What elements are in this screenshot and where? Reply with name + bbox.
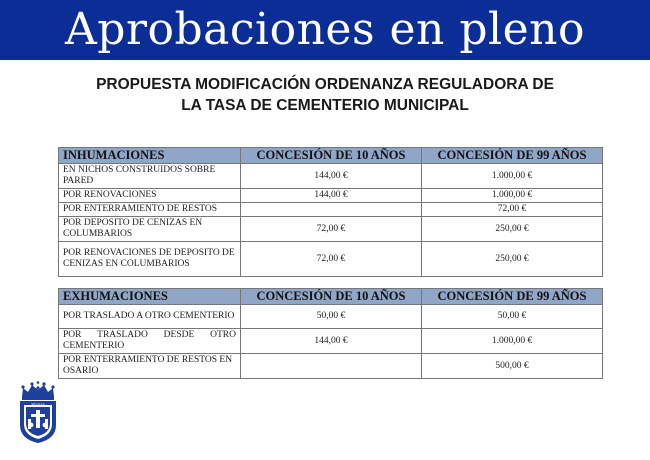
header-concept: INHUMACIONES — [59, 148, 241, 164]
row-concept: POR ENTERRAMIENTO DE RESTOS EN OSARIO — [59, 354, 241, 379]
banner-title: Aprobaciones en pleno — [65, 4, 585, 55]
header-concession-10: CONCESIÓN DE 10 AÑOS — [241, 148, 422, 164]
row-fee-10: 144,00 € — [241, 189, 422, 203]
row-concept: EN NICHOS CONSTRUIDOS SOBRE PARED — [59, 164, 241, 189]
table-header-row — [59, 289, 603, 305]
row-concept: POR RENOVACIONES — [59, 189, 241, 203]
inhumaciones-table — [58, 147, 603, 277]
row-fee-10 — [241, 354, 422, 379]
row-fee-99: 50,00 € — [422, 305, 603, 329]
row-fee-10: 50,00 € — [241, 305, 422, 329]
table-row — [59, 189, 603, 203]
header-concession-10: CONCESIÓN DE 10 AÑOS — [241, 289, 422, 305]
row-fee-10 — [241, 203, 422, 217]
table-header-row — [59, 148, 603, 164]
row-fee-10: 144,00 € — [241, 329, 422, 354]
row-fee-99: 500,00 € — [422, 354, 603, 379]
row-concept: POR TRASLADO A OTRO CEMENTERIO — [59, 305, 241, 329]
exhumaciones-table — [58, 288, 603, 379]
table-row — [59, 305, 603, 329]
table-row — [59, 203, 603, 217]
row-fee-99: 1.000,00 € — [422, 189, 603, 203]
table-row — [59, 329, 603, 354]
title-banner — [0, 0, 650, 60]
row-concept: POR RENOVACIONES DE DEPOSITO DE CENIZAS EN COLUMBARIOS — [59, 242, 241, 277]
header-concept: EXHUMACIONES — [59, 289, 241, 305]
row-fee-99: 250,00 € — [422, 242, 603, 277]
seville-coat-of-arms-logo — [17, 381, 59, 445]
row-fee-10: 144,00 € — [241, 164, 422, 189]
row-fee-10: 72,00 € — [241, 242, 422, 277]
row-concept: POR TRASLADO DESDE OTRO CEMENTERIO — [59, 329, 241, 354]
table-row — [59, 354, 603, 379]
coat-of-arms-icon — [17, 381, 59, 445]
row-fee-10: 72,00 € — [241, 217, 422, 242]
row-fee-99: 1.000,00 € — [422, 329, 603, 354]
ordinance-subtitle — [0, 74, 650, 116]
table-row — [59, 164, 603, 189]
row-fee-99: 250,00 € — [422, 217, 603, 242]
row-concept: POR DEPOSITO DE CENIZAS EN COLUMBARIOS — [59, 217, 241, 242]
row-fee-99: 72,00 € — [422, 203, 603, 217]
table-row — [59, 242, 603, 277]
logo-label: SEVILLA — [31, 402, 45, 406]
subtitle-line-2: LA TASA DE CEMENTERIO MUNICIPAL — [181, 97, 469, 114]
header-concession-99: CONCESIÓN DE 99 AÑOS — [422, 289, 603, 305]
subtitle-line-1: PROPUESTA MODIFICACIÓN ORDENANZA REGULADORA DE — [96, 76, 554, 93]
header-concession-99: CONCESIÓN DE 99 AÑOS — [422, 148, 603, 164]
row-concept: POR ENTERRAMIENTO DE RESTOS — [59, 203, 241, 217]
table-row — [59, 217, 603, 242]
row-fee-99: 1.000,00 € — [422, 164, 603, 189]
